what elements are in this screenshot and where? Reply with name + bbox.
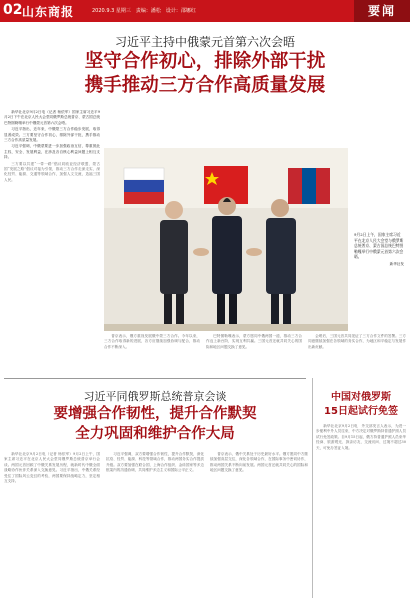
story1-para-3: 习近平强调，中俄蒙要进一步加强政治互信，尊重彼此主权、安全、发展利益，在涉及各自核心利益问题上相互支持。 (4, 144, 100, 160)
story2-kicker: 习近平同俄罗斯总统普京会谈 (83, 390, 227, 403)
sidebar-headline-line2: 15日起试行免签 (324, 406, 398, 417)
story2-headline-line1: 要增强合作韧性，提升合作默契 (53, 406, 257, 422)
sidebar-divider (312, 378, 313, 598)
story1-under-photo-text-2: 巴特图勒嘎表示，蒙方愿同中俄两国一道，推动三方合作迈上新台阶，实现互利共赢。三国元首还就共同关心的国际和地区问题交换了意见。 (206, 334, 302, 349)
story2-text-2: 习近平强调，双方要增强合作韧性，提升合作默契，深化抗疫、经贸、能源、科技等领域合作，推动两国务实合作提质升级。双方要加强在联合国、上海合作组织、金砖国家等多边框架内的沟通协调，共同维护多边主义和国际公平正义。 (106, 452, 204, 473)
story2-text-3: 普京表示，俄中关系处于历史最好水平。俄方愿同中方继续加强高层交往，深化各领域合作，在国际事务中密切协作，推动两国关系不断向前发展。两国元首还就共同关心的国际和地区问题交换了意见。 (210, 452, 308, 473)
story1-para-2: 习近平指出，近年来，中俄蒙三方合作稳步发展，取得显著成效。三方要坚守合作初心，排除外部干扰，携手推动三方合作高质量发展。 (4, 127, 100, 143)
issue-meta: 2020.9.3 星期三 责编：潘松 设计：邵娜红 (92, 8, 196, 14)
story1-headline-line1: 坚守合作初心，排除外部干扰 (84, 51, 326, 72)
story2-headline-line2: 全力巩固和维护合作大局 (75, 426, 235, 442)
story2-column-3 (210, 452, 308, 598)
story2-headline (4, 404, 306, 444)
story1-headline (0, 50, 410, 98)
story2-column-2 (106, 452, 204, 598)
photo-credit: 新华社发 (389, 261, 404, 266)
story1-under-photo-text-1: 普京表示，俄方重视发展俄中蒙三方合作。今年以来，三方合作取得新的进展，各方应继续加强协调与配合，推动合作不断深入。 (104, 334, 200, 349)
story1-headline-line2: 携手推动三方合作高质量发展 (84, 75, 326, 96)
masthead (0, 0, 410, 22)
summit-photo (104, 148, 348, 331)
section-badge: 要闻 (354, 0, 410, 22)
page-number: 02 (3, 2, 23, 18)
sidebar-headline (316, 391, 406, 419)
story1-under-photo-col2 (206, 334, 302, 376)
story1-under-photo-col1 (104, 334, 200, 376)
story1-under-photo-col3 (308, 334, 406, 376)
summit-photo-illustration (104, 148, 348, 331)
story1-column-1 (4, 110, 100, 376)
story1-para-4: 三方要以共建“一带一路”倡议同欧亚经济联盟、蒙古国“发展之路”倡议对接为引领，推动三方合作走深走实，深化经贸、能源、交通等领域合作，加强人文交流，造福三国人民。 (4, 161, 100, 182)
story1-under-photo-text-3: 会晤后，三国元首共同见证了三方合作文件的签署。三方同意继续加强在各领域的务实合作，为地区和平稳定与发展作出新贡献。 (308, 334, 406, 349)
photo-caption (354, 232, 404, 268)
story2-column-1 (4, 452, 100, 598)
photo-caption-text: 9月2日上午，国家主席习近平在北京人民大会堂与俄罗斯总统普京、蒙古国总统巴特图勒嘎举行中俄蒙元首第六次会晤。 (354, 232, 404, 260)
story1-para-1: 新华社北京9月2日电（记者 杨依军）国家主席习近平9月2日下午在北京人民大会堂同俄罗斯总统普京、蒙古国总统巴特图勒嘎举行中俄蒙元首第六次会晤。 (4, 110, 100, 125)
sidebar-body (316, 424, 406, 598)
sidebar-headline-line1: 中国对俄罗斯 (331, 392, 391, 403)
paper-name: 山东商报 (22, 5, 75, 19)
section-divider (4, 378, 306, 379)
story1-kicker: 习近平主持中俄蒙元首第六次会晤 (114, 35, 295, 49)
sidebar-text: 新华社北京9月2日电 外交部发言人表示，为进一步便利中外人员往来，中方决定对俄罗斯持普通护照人员试行免签政策。自9月15日起，俄方持普通护照人员来华经商、旅游观光、探亲访友、交流访问、过境不超过30天，可免办签证入境。 (316, 424, 406, 450)
story2-text-1: 新华社北京9月2日电（记者 杨依军）9月2日上午，国家主席习近平在北京人民大会堂同俄罗斯总统普京举行会谈。两国元首回顾了中俄关系发展历程，就新时代中俄全面战略协作伙伴关系深入交换意见。习近平指出，中俄关系经受住了国际风云变幻的考验，两国要保持战略定力，坚定相互支持。 (4, 452, 100, 484)
